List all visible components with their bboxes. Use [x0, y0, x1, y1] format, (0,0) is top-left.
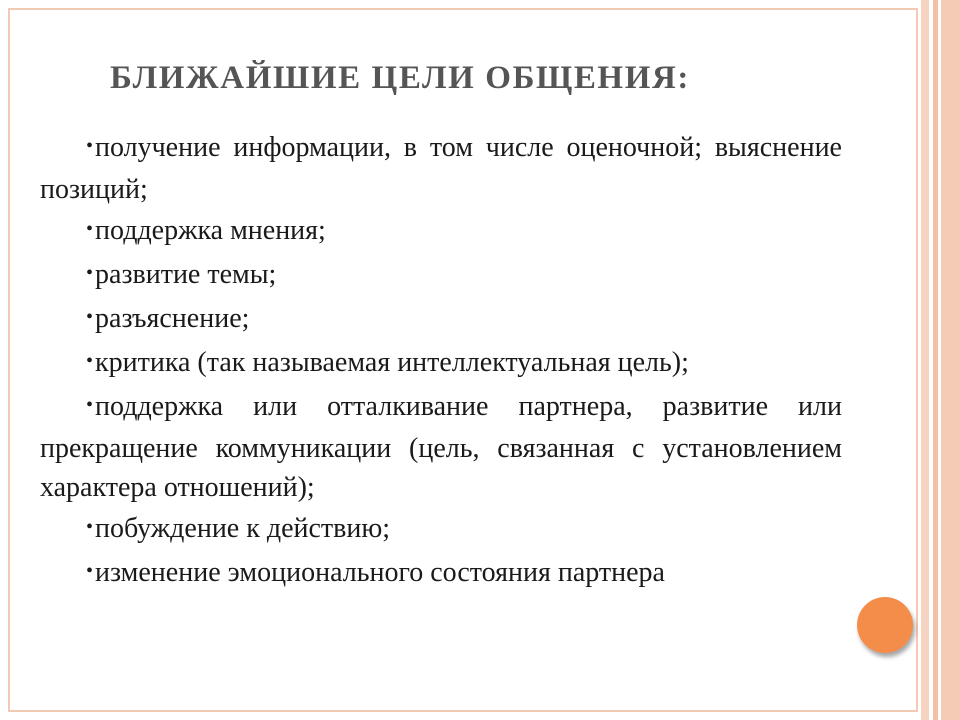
list-item: [40, 299, 842, 341]
right-edge-stripe: [941, 0, 960, 720]
bullet-marker: •: [86, 218, 94, 240]
bullet-marker: •: [86, 394, 94, 416]
bullet-marker: •: [86, 560, 94, 582]
list-item-text: поддержка мнения;: [95, 215, 326, 246]
list-item-text: побуждение к действию;: [95, 513, 391, 544]
list-item-text: разъяснение;: [95, 303, 250, 334]
list-item-text: поддержка или отталкивание партнера, развитие или прекращение коммуникации (цель, связанная с установлением характера отношений);: [40, 391, 842, 503]
decorative-orange-circle: [857, 597, 913, 653]
bullet-marker: •: [86, 350, 94, 372]
goals-list: [40, 128, 842, 597]
slide-title: БЛИЖАЙШИЕ ЦЕЛИ ОБЩЕНИЯ:: [110, 60, 690, 96]
bullet-marker: •: [86, 135, 94, 157]
list-item-text: критика (так называемая интеллектуальная цель);: [95, 347, 689, 378]
list-item: [40, 509, 842, 551]
list-item: [40, 255, 842, 297]
bullet-marker: •: [86, 516, 94, 538]
list-item: [40, 387, 842, 507]
list-item: [40, 128, 842, 209]
list-item-text: изменение эмоционального состояния партнера: [95, 557, 665, 588]
bullet-marker: •: [86, 262, 94, 284]
list-item: [40, 211, 842, 253]
list-item: [40, 343, 842, 385]
list-item-text: развитие темы;: [95, 259, 277, 290]
list-item: [40, 553, 842, 595]
list-item-text: получение информации, в том числе оценочной; выяснение позиций;: [40, 132, 842, 205]
bullet-marker: •: [86, 306, 94, 328]
right-edge-stripe: [921, 0, 929, 720]
